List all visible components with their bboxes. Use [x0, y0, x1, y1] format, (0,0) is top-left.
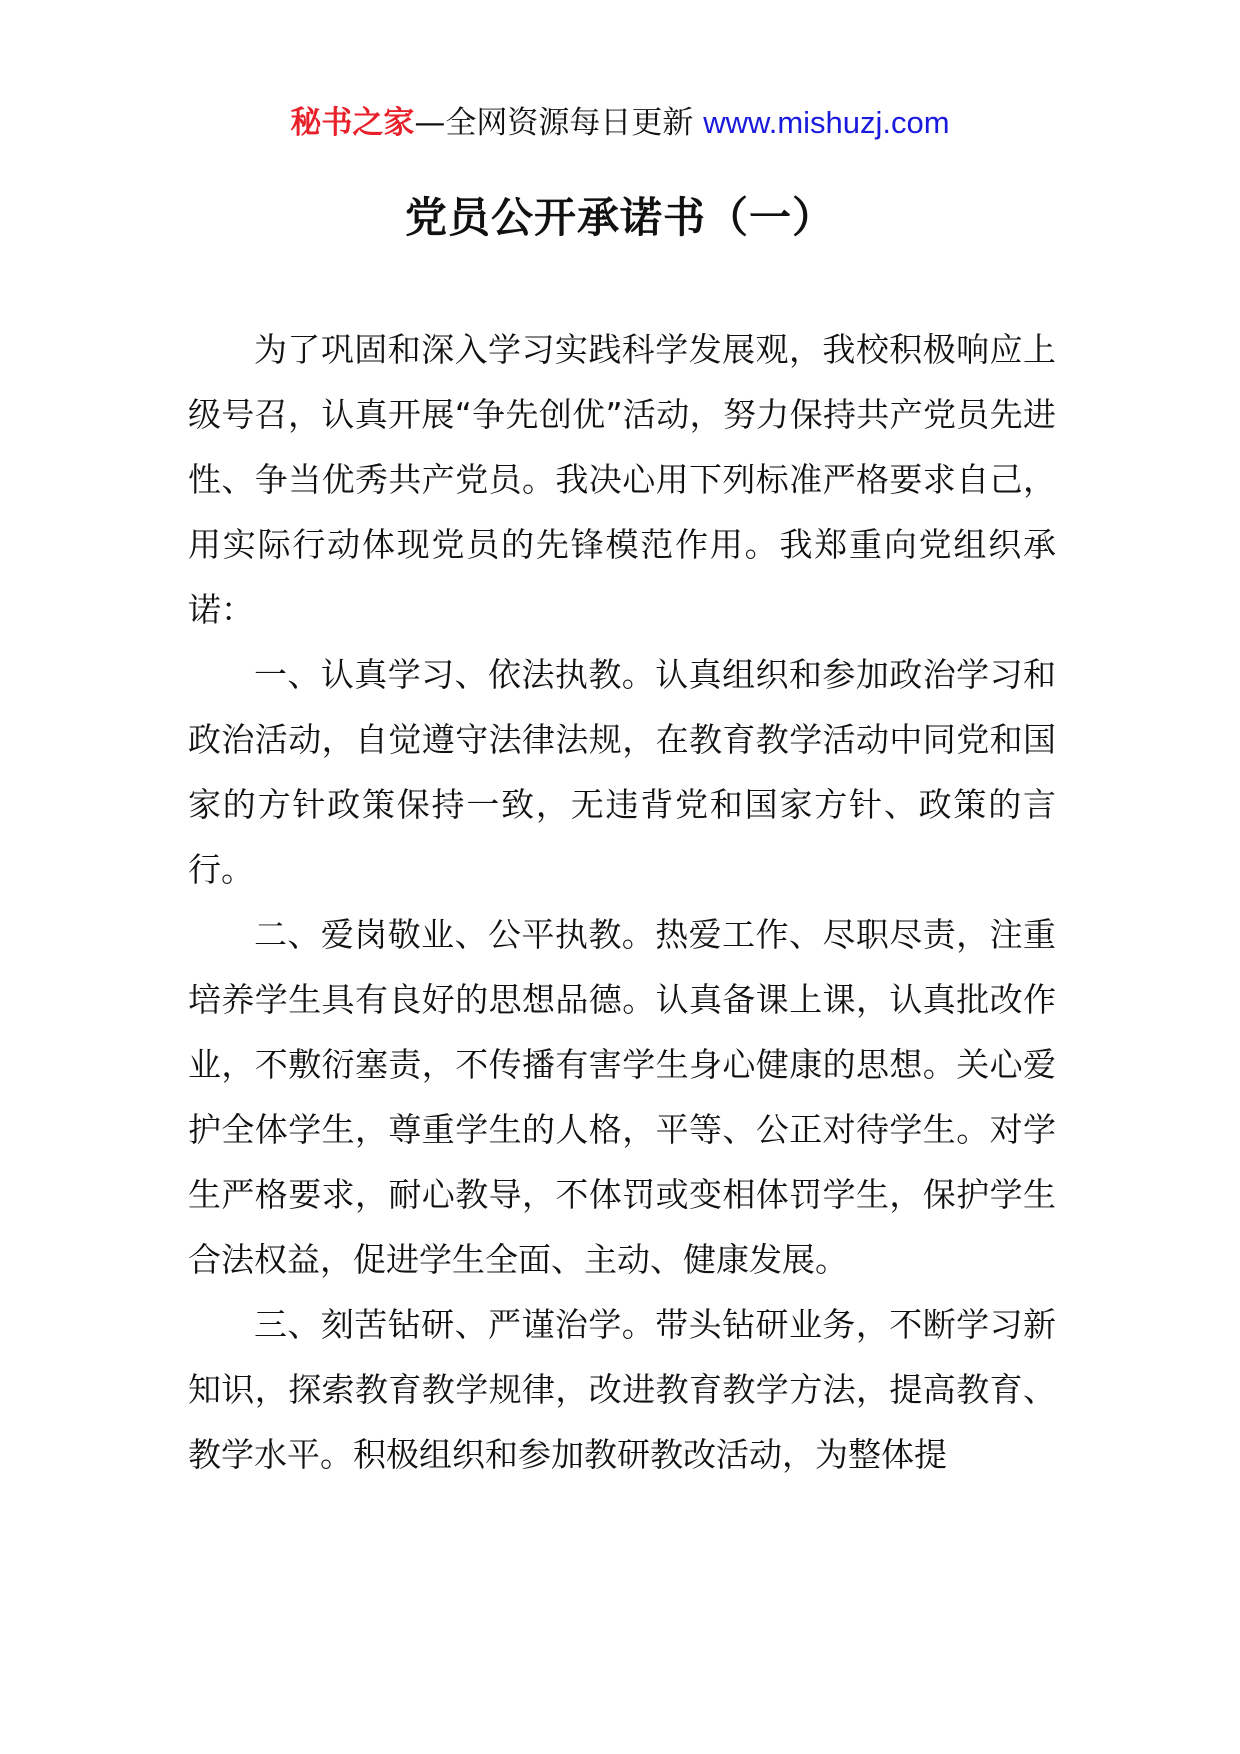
paragraph-intro: 为了巩固和深入学习实践科学发展观，我校积极响应上级号召，认真开展“争先创优”活动，努力保持共产党员先进性、争当优秀共产党员。我决心用下列标准严格要求自己，用实际行动体现党员的先锋模范作用。我郑重向党组织承诺：	[188, 330, 1056, 629]
brand-name: 秘书之家	[290, 105, 415, 141]
header-tagline: —全网资源每日更新	[414, 105, 704, 141]
document-body	[188, 317, 1056, 1487]
site-header	[0, 100, 1240, 146]
paragraph-item-1: 一、认真学习、依法执教。认真组织和参加政治学习和政治活动，自觉遵守法律法规，在教育教学活动中同党和国家的方针政策保持一致，无违背党和国家方针、政策的言行。	[188, 655, 1056, 889]
paragraph-item-2: 二、爱岗敬业、公平执教。热爱工作、尽职尽责，注重培养学生具有良好的思想品德。认真备课上课，认真批改作业，不敷衍塞责，不传播有害学生身心健康的思想。关心爱护全体学生，尊重学生的人格，平等、公正对待学生。对学生严格要求，耐心教导，不体罚或变相体罚学生，保护学生合法权益，促进学生全面、主动、健康发展。	[188, 915, 1056, 1279]
page-title: 党员公开承诺书（一）	[404, 193, 835, 242]
paragraph-item-3: 三、刻苦钻研、严谨治学。带头钻研业务，不断学习新知识，探索教育教学规律，改进教育教学方法，提高教育、教学水平。积极组织和参加教研教改活动，为整体提	[188, 1305, 1056, 1474]
site-url-link[interactable]: www.mishuzj.com	[703, 105, 950, 140]
